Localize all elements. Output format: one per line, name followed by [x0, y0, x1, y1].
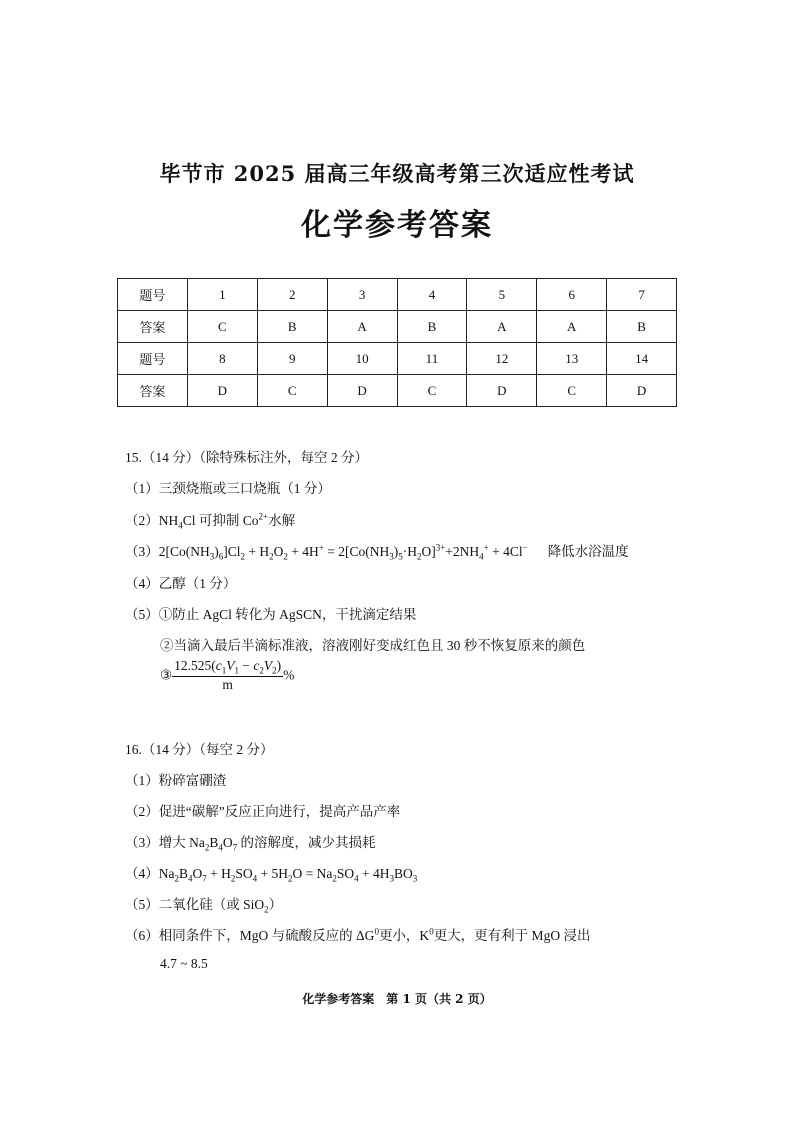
table-cell: D	[467, 375, 537, 407]
table-cell: D	[327, 375, 397, 407]
q16-answer-4: $(4)Na_2B_4O_7 + H_2SO_4 + 5H_2O = Na_2SO_4 + 4H_3BO_3$	[125, 866, 418, 884]
q15-equation: $2[Co(NH_3)_6]Cl_2 + H_2O_2 + 4H^+ = 2[Co(NH_3)_5\cdot H_2O]^{3+}+2NH_4^+ + 4Cl^-$	[158, 542, 528, 562]
table-cell: 1	[187, 279, 257, 311]
answer-table	[117, 278, 677, 407]
q16-answer-1: （1）粉碎富硼渣	[125, 773, 227, 788]
q15-answer-1: （1）三颈烧瓶或三口烧瓶（1 分）	[125, 481, 331, 496]
table-cell: 11	[397, 343, 467, 375]
table-row-label: 答案	[118, 311, 188, 343]
table-row-label: 题号	[118, 343, 188, 375]
table-cell: 8	[187, 343, 257, 375]
table-cell: B	[607, 311, 677, 343]
table-cell: C	[187, 311, 257, 343]
table-row	[118, 343, 677, 375]
table-cell: B	[257, 311, 327, 343]
q15-heading: 15.（14 分）（除特殊标注外，每空 2 分）	[125, 450, 368, 465]
table-cell: 14	[607, 343, 677, 375]
table-cell: D	[187, 375, 257, 407]
exam-title: 毕节市 2025 届高三年级高考第三次适应性考试	[159, 161, 635, 186]
q15-answer-5a: （5）①防止 AgCl 转化为 AgSCN，干扰滴定结果	[125, 607, 417, 622]
table-cell: C	[397, 375, 467, 407]
table-cell: 13	[537, 343, 607, 375]
table-cell: 6	[537, 279, 607, 311]
table-cell: 9	[257, 343, 327, 375]
q16-heading: 16.（14 分）（每空 2 分）	[125, 742, 274, 757]
table-cell: D	[607, 375, 677, 407]
table-cell: 7	[607, 279, 677, 311]
table-cell: 10	[327, 343, 397, 375]
table-cell: 2	[257, 279, 327, 311]
table-cell: B	[397, 311, 467, 343]
table-cell: A	[467, 311, 537, 343]
table-cell: A	[327, 311, 397, 343]
table-cell: 12	[467, 343, 537, 375]
table-row-label: 答案	[118, 375, 188, 407]
table-cell: A	[537, 311, 607, 343]
page-footer: 化学参考答案 第 1 页（共 2 页）	[302, 992, 492, 1006]
table-cell: 4	[397, 279, 467, 311]
table-row	[118, 311, 677, 343]
table-cell: C	[537, 375, 607, 407]
q15-answer-5b: ②当滴入最后半滴标准液，溶液刚好变成红色且 30 秒不恢复原来的颜色	[160, 638, 586, 653]
q16-answer-3: （3）增大 $Na_2B_4O_7$ 的溶解度，减少其损耗	[125, 835, 376, 853]
table-cell: 5	[467, 279, 537, 311]
answer-title: 化学参考答案	[301, 208, 493, 243]
formula-numerator: $12.525(c_1V_1 - c_2V_2)$	[174, 658, 282, 676]
q16-answer-2: （2）促进“碳解”反应正向进行，提高产品产率	[125, 804, 401, 819]
q15-answer-5c: ③ $\frac{12.525(c_1V_1 - c_2V_2)}{m}$ %	[160, 658, 295, 692]
table-row-label: 题号	[118, 279, 188, 311]
table-cell: C	[257, 375, 327, 407]
table-cell: 3	[327, 279, 397, 311]
q15-answer-3: $(3)2[Co(NH_3)_6]Cl_2 + H_2O_2 + 4H^+ = 2[Co(NH_3)_5\cdot H_2O]^{3+}+2NH_4^+ + 4Cl^-$ 降低水浴温度	[125, 542, 629, 562]
q16-answer-6: （6）相同条件下，MgO 与硫酸反应的 $\Delta G^0$更小，$K^0$更大，更有利于 MgO 浸出	[125, 926, 591, 943]
q16-answer-6-range: 4.7 ~ 8.5	[160, 956, 208, 971]
q16-answer-5: （5）二氧化硅（或 SiO$_2$）	[125, 897, 283, 915]
table-row	[118, 375, 677, 407]
table-row	[118, 279, 677, 311]
q15-answer-4: （4）乙醇（1 分）	[125, 576, 237, 591]
q15-answer-2: $(2)NH_4Cl$ 可抑制 $Co^{2+}$水解	[125, 511, 296, 531]
